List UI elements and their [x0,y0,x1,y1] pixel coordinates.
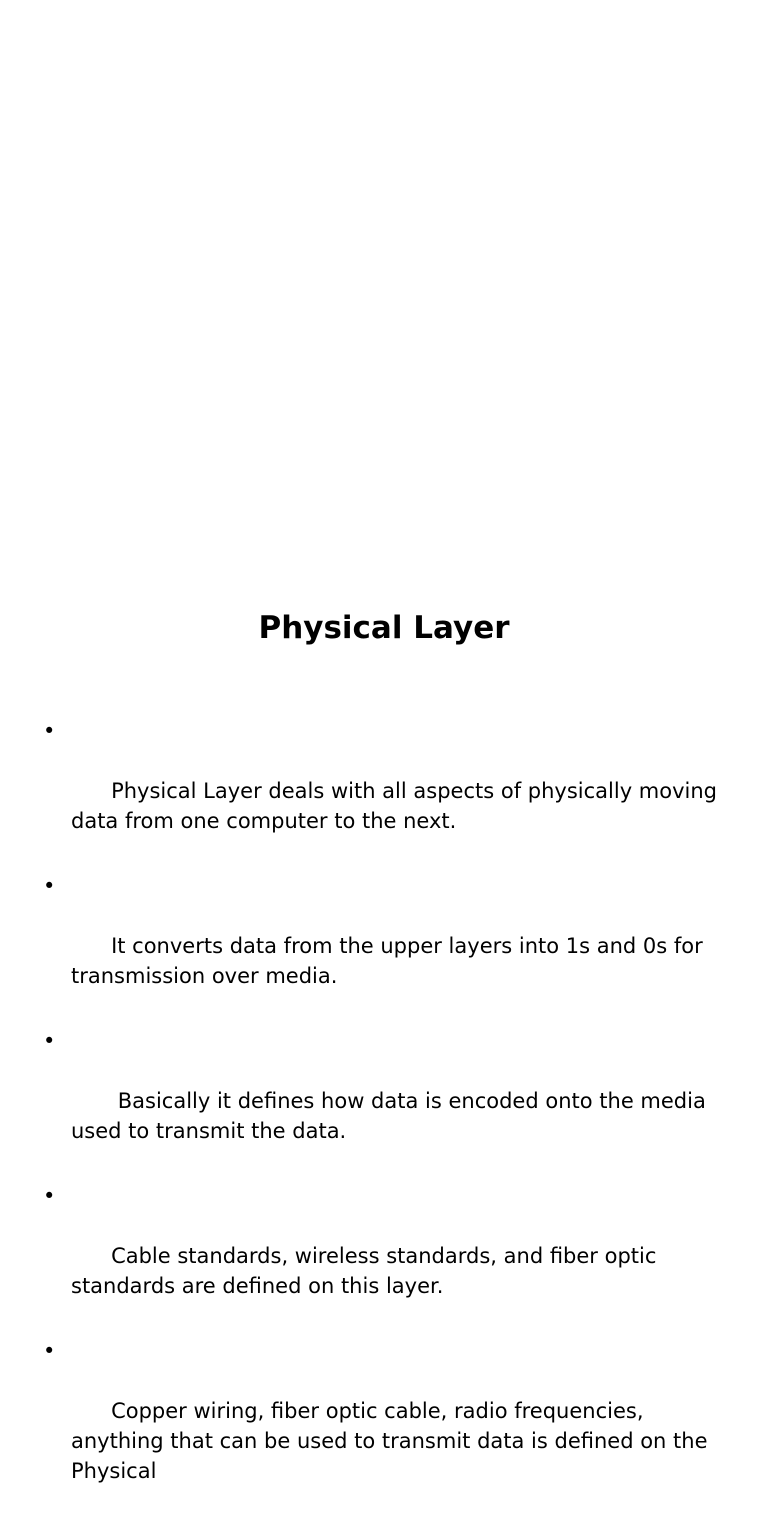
bullet-dot-icon: • [43,874,56,898]
bullet-text: Cable standards, wireless standards, and fiber optic standards are defined on this layer. [71,1244,664,1298]
bullet-item [38,1181,728,1331]
bullet-dot-icon: • [43,1339,56,1363]
bullet-dot-icon: • [43,719,56,743]
bullet-text: It converts data from the upper layers into 1s and 0s for transmission over media. [71,934,710,988]
bullet-text: Copper wiring, fiber optic cable, radio frequencies, anything that can be used to transmit data is defined on the Physical [71,1399,715,1483]
bullet-dot-icon: • [43,1184,56,1208]
bullet-dot-icon: • [43,1029,56,1053]
bullet-item [38,1026,728,1176]
bullet-item [38,871,728,1021]
bullet-item [38,716,728,866]
slide-title: Physical Layer [258,610,510,646]
bullet-text: Physical Layer deals with all aspects of physically moving data from one computer to the next. [71,779,724,833]
bullet-list [38,716,728,1521]
bullet-text: Basically it defines how data is encoded onto the media used to transmit the data. [71,1089,713,1143]
bullet-item [38,1336,728,1516]
